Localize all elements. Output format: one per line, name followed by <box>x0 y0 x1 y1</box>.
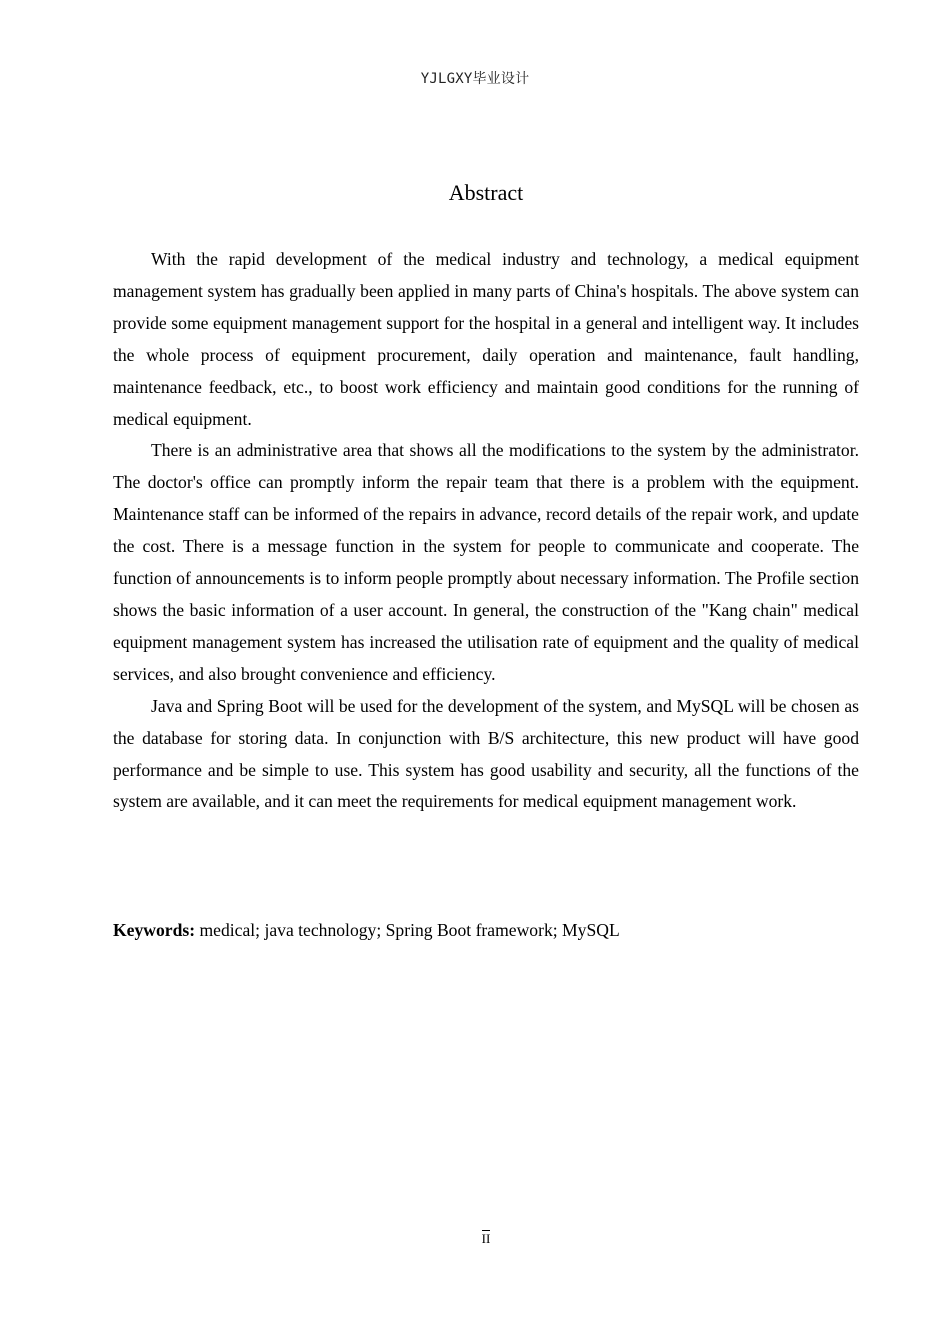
running-header: YJLGXY毕业设计 <box>420 71 530 87</box>
abstract-paragraph-3: Java and Spring Boot will be used for the development of the system, and MySQL will be chosen as the database for storing data. In conjunction with B/S architecture, this new product will have good performance and be simple to use. This system has good usability and security, all the functions of the system are available, and it can meet the requirements for medical equipment management work. <box>113 695 859 812</box>
abstract-paragraph-1: With the rapid development of the medical industry and technology, a medical equipment management system has gradually been applied in many parts of China's hospitals. The above system can provide some equipment management support for the hospital in a general and intelligent way. It includes the whole process of equipment procurement, daily operation and maintenance, fault handling, maintenance feedback, etc., to boost work efficiency and maintain good conditions for the running of medical equipment. <box>113 249 859 429</box>
abstract-paragraph-2: There is an administrative area that shows all the modifications to the system by the administrator. The doctor's office can promptly inform the repair team that there is a problem with the equipment. Maintenance staff can be informed of the repairs in advance, record details of the repair work, and update the cost. There is a message function in the system for people to communicate and cooperate. The function of announcements is to inform people promptly about necessary information. The Profile section shows the basic information of a user account. In general, the construction of the "Kang chain" medical equipment management system has increased the utilisation rate of equipment and the quality of medical services, and also brought convenience and efficiency. <box>113 440 859 684</box>
keywords-text: medical; java technology; Spring Boot framework; MySQL <box>195 920 620 940</box>
page-number-container <box>0 1230 950 1247</box>
keywords-label: Keywords: <box>113 920 196 940</box>
abstract-body <box>113 244 859 818</box>
page-title: Abstract <box>448 180 524 205</box>
page-number: II <box>481 1231 491 1246</box>
keywords-line <box>113 915 859 947</box>
